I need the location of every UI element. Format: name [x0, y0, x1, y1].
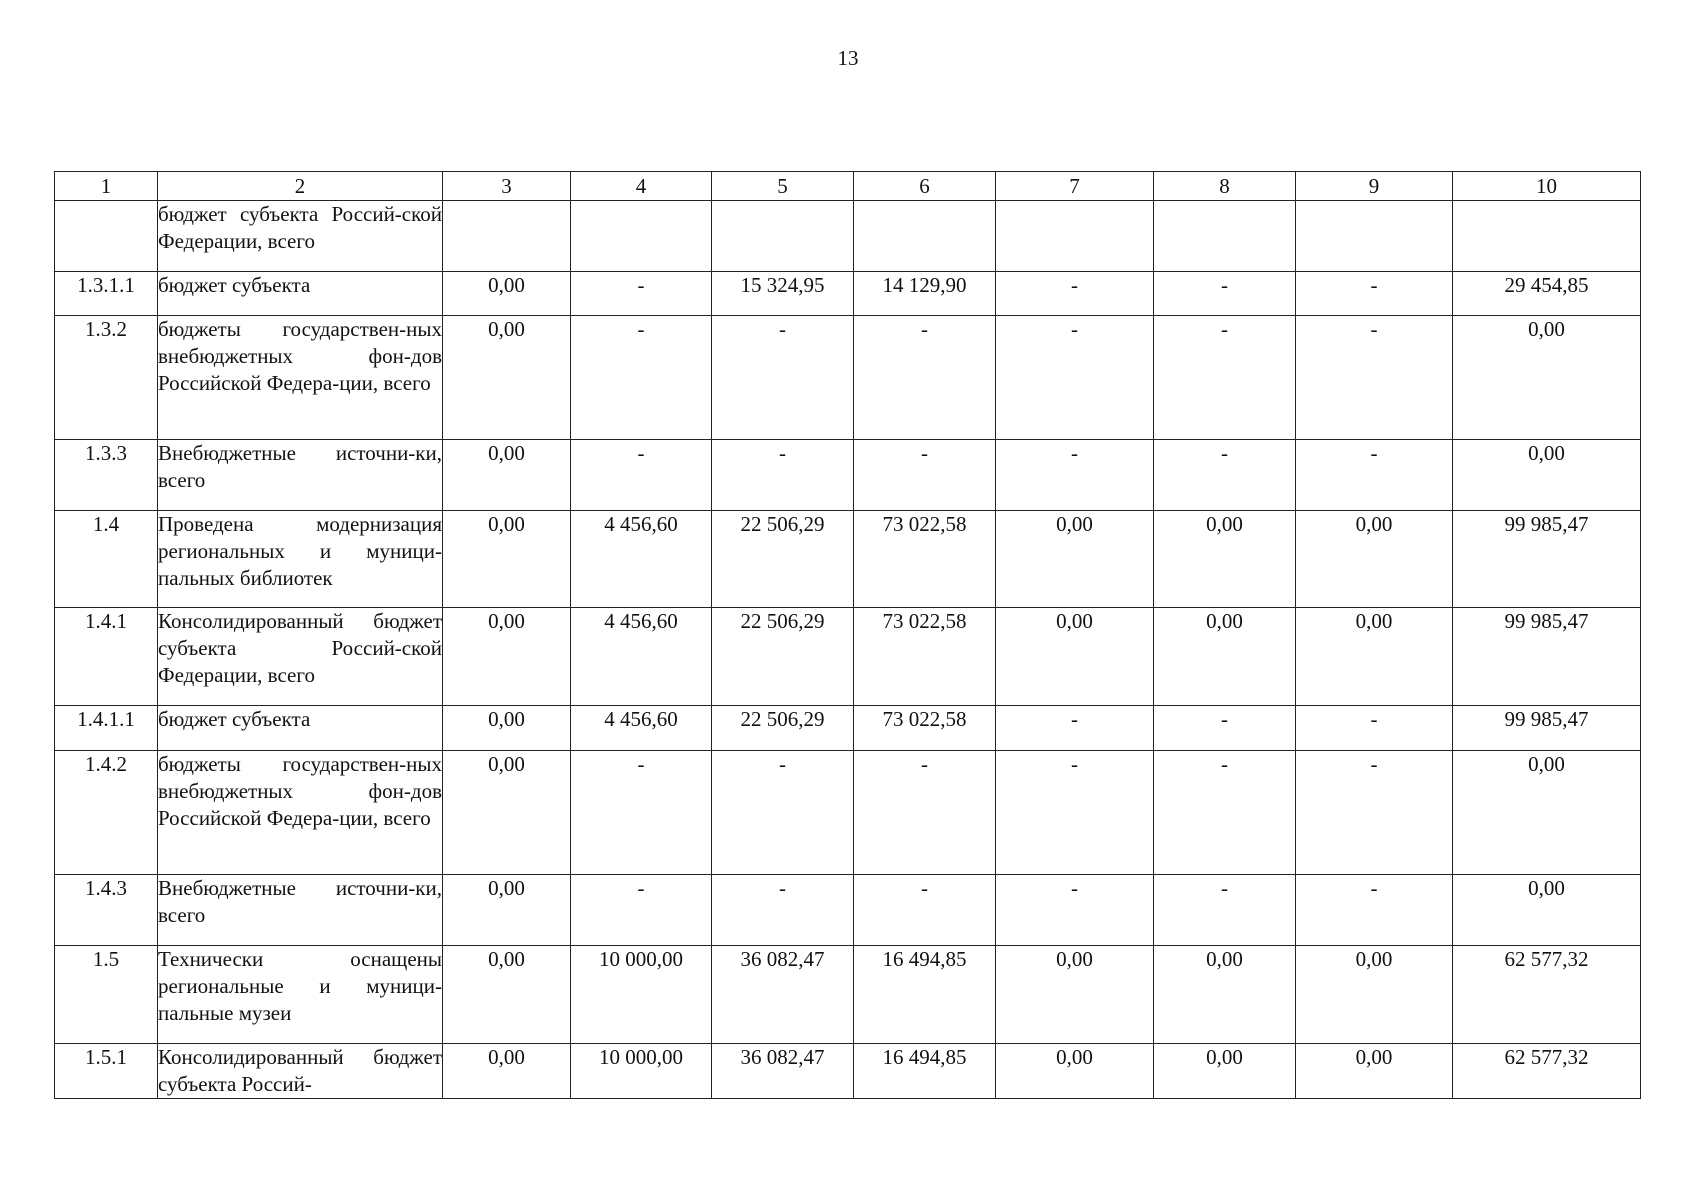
row-code: 1.4 [55, 511, 158, 608]
row-name: бюджеты государствен-ных внебюджетных фон-дов Российской Федера-ции, всего [158, 751, 443, 875]
table-row [55, 440, 1641, 511]
column-header: 3 [443, 172, 571, 201]
value-cell-col-4: - [571, 875, 712, 946]
value-cell-col-6: 14 129,90 [854, 272, 996, 316]
value-cell-col-10: 29 454,85 [1453, 272, 1641, 316]
table-row [55, 946, 1641, 1044]
value-cell-col-9: - [1296, 706, 1453, 751]
table-row [55, 1044, 1641, 1099]
column-header: 5 [712, 172, 854, 201]
value-cell-col-8: - [1154, 316, 1296, 440]
value-cell-col-7: 0,00 [996, 511, 1154, 608]
value-cell-col-6: 73 022,58 [854, 608, 996, 706]
value-cell-col-3: 0,00 [443, 1044, 571, 1099]
table-row [55, 875, 1641, 946]
value-cell-col-10: 0,00 [1453, 875, 1641, 946]
value-cell-col-6 [854, 201, 996, 272]
value-cell-col-4: 10 000,00 [571, 1044, 712, 1099]
value-cell-col-7: - [996, 751, 1154, 875]
value-cell-col-9: 0,00 [1296, 1044, 1453, 1099]
value-cell-col-4 [571, 201, 712, 272]
value-cell-col-10: 0,00 [1453, 316, 1641, 440]
value-cell-col-8: - [1154, 272, 1296, 316]
value-cell-col-7: - [996, 316, 1154, 440]
value-cell-col-9: - [1296, 751, 1453, 875]
row-name: Технически оснащены региональные и муници-пальные музеи [158, 946, 443, 1044]
value-cell-col-3 [443, 201, 571, 272]
table-body [55, 201, 1641, 1099]
value-cell-col-3: 0,00 [443, 316, 571, 440]
row-code: 1.3.2 [55, 316, 158, 440]
value-cell-col-4: 10 000,00 [571, 946, 712, 1044]
value-cell-col-10: 62 577,32 [1453, 1044, 1641, 1099]
row-name: Внебюджетные источни-ки, всего [158, 875, 443, 946]
value-cell-col-9: 0,00 [1296, 946, 1453, 1044]
value-cell-col-7: - [996, 706, 1154, 751]
value-cell-col-5: 22 506,29 [712, 608, 854, 706]
table-row [55, 201, 1641, 272]
value-cell-col-7: 0,00 [996, 1044, 1154, 1099]
value-cell-col-5: 22 506,29 [712, 706, 854, 751]
value-cell-col-7: 0,00 [996, 608, 1154, 706]
value-cell-col-10: 0,00 [1453, 751, 1641, 875]
row-name: Проведена модернизация региональных и муници-пальных библиотек [158, 511, 443, 608]
value-cell-col-7 [996, 201, 1154, 272]
value-cell-col-4: - [571, 751, 712, 875]
row-name: бюджет субъекта [158, 272, 443, 316]
value-cell-col-8: - [1154, 751, 1296, 875]
row-code: 1.5.1 [55, 1044, 158, 1099]
value-cell-col-5: 15 324,95 [712, 272, 854, 316]
value-cell-col-7: 0,00 [996, 946, 1154, 1044]
value-cell-col-5: - [712, 316, 854, 440]
row-code: 1.4.2 [55, 751, 158, 875]
table-row [55, 272, 1641, 316]
table-row [55, 316, 1641, 440]
value-cell-col-3: 0,00 [443, 946, 571, 1044]
value-cell-col-9: - [1296, 440, 1453, 511]
value-cell-col-3: 0,00 [443, 511, 571, 608]
column-header: 6 [854, 172, 996, 201]
table-row [55, 751, 1641, 875]
value-cell-col-7: - [996, 272, 1154, 316]
value-cell-col-6: 73 022,58 [854, 706, 996, 751]
value-cell-col-3: 0,00 [443, 440, 571, 511]
table-row [55, 608, 1641, 706]
value-cell-col-10 [1453, 201, 1641, 272]
value-cell-col-8: 0,00 [1154, 608, 1296, 706]
value-cell-col-3: 0,00 [443, 608, 571, 706]
column-number-header-row [55, 172, 1641, 201]
row-code: 1.4.1.1 [55, 706, 158, 751]
value-cell-col-9: - [1296, 316, 1453, 440]
column-header: 10 [1453, 172, 1641, 201]
column-header: 2 [158, 172, 443, 201]
value-cell-col-5 [712, 201, 854, 272]
table-row [55, 706, 1641, 751]
row-name: бюджеты государствен-ных внебюджетных фон-дов Российской Федера-ции, всего [158, 316, 443, 440]
value-cell-col-5: 36 082,47 [712, 1044, 854, 1099]
value-cell-col-4: - [571, 316, 712, 440]
budget-table [54, 171, 1641, 1099]
column-header: 9 [1296, 172, 1453, 201]
row-name: Консолидированный бюджет субъекта Россий-ской Федерации, всего [158, 608, 443, 706]
value-cell-col-10: 0,00 [1453, 440, 1641, 511]
column-header: 4 [571, 172, 712, 201]
value-cell-col-9: 0,00 [1296, 608, 1453, 706]
value-cell-col-5: - [712, 751, 854, 875]
value-cell-col-5: - [712, 440, 854, 511]
row-name: бюджет субъекта Россий-ской Федерации, всего [158, 201, 443, 272]
value-cell-col-7: - [996, 875, 1154, 946]
page-number: 13 [837, 46, 859, 70]
value-cell-col-4: 4 456,60 [571, 511, 712, 608]
value-cell-col-7: - [996, 440, 1154, 511]
value-cell-col-6: - [854, 440, 996, 511]
value-cell-col-8: 0,00 [1154, 1044, 1296, 1099]
column-header: 1 [55, 172, 158, 201]
row-code: 1.4.3 [55, 875, 158, 946]
row-code [55, 201, 158, 272]
value-cell-col-6: 73 022,58 [854, 511, 996, 608]
value-cell-col-3: 0,00 [443, 706, 571, 751]
value-cell-col-3: 0,00 [443, 272, 571, 316]
value-cell-col-10: 99 985,47 [1453, 608, 1641, 706]
value-cell-col-10: 62 577,32 [1453, 946, 1641, 1044]
value-cell-col-3: 0,00 [443, 875, 571, 946]
value-cell-col-8 [1154, 201, 1296, 272]
value-cell-col-9: - [1296, 272, 1453, 316]
value-cell-col-4: 4 456,60 [571, 608, 712, 706]
value-cell-col-8: 0,00 [1154, 946, 1296, 1044]
value-cell-col-10: 99 985,47 [1453, 706, 1641, 751]
value-cell-col-10: 99 985,47 [1453, 511, 1641, 608]
row-name: Внебюджетные источни-ки, всего [158, 440, 443, 511]
value-cell-col-6: - [854, 751, 996, 875]
column-header: 8 [1154, 172, 1296, 201]
value-cell-col-9: 0,00 [1296, 511, 1453, 608]
value-cell-col-3: 0,00 [443, 751, 571, 875]
value-cell-col-5: 36 082,47 [712, 946, 854, 1044]
value-cell-col-9: - [1296, 875, 1453, 946]
value-cell-col-5: - [712, 875, 854, 946]
value-cell-col-5: 22 506,29 [712, 511, 854, 608]
value-cell-col-8: - [1154, 440, 1296, 511]
value-cell-col-4: - [571, 272, 712, 316]
row-code: 1.3.3 [55, 440, 158, 511]
value-cell-col-6: 16 494,85 [854, 1044, 996, 1099]
value-cell-col-8: - [1154, 706, 1296, 751]
row-code: 1.5 [55, 946, 158, 1044]
value-cell-col-9 [1296, 201, 1453, 272]
value-cell-col-4: - [571, 440, 712, 511]
value-cell-col-6: - [854, 875, 996, 946]
value-cell-col-8: 0,00 [1154, 511, 1296, 608]
value-cell-col-8: - [1154, 875, 1296, 946]
row-code: 1.4.1 [55, 608, 158, 706]
row-code: 1.3.1.1 [55, 272, 158, 316]
value-cell-col-6: - [854, 316, 996, 440]
row-name: бюджет субъекта [158, 706, 443, 751]
value-cell-col-4: 4 456,60 [571, 706, 712, 751]
column-header: 7 [996, 172, 1154, 201]
row-name: Консолидированный бюджет субъекта Россий- [158, 1044, 443, 1099]
value-cell-col-6: 16 494,85 [854, 946, 996, 1044]
table-row [55, 511, 1641, 608]
